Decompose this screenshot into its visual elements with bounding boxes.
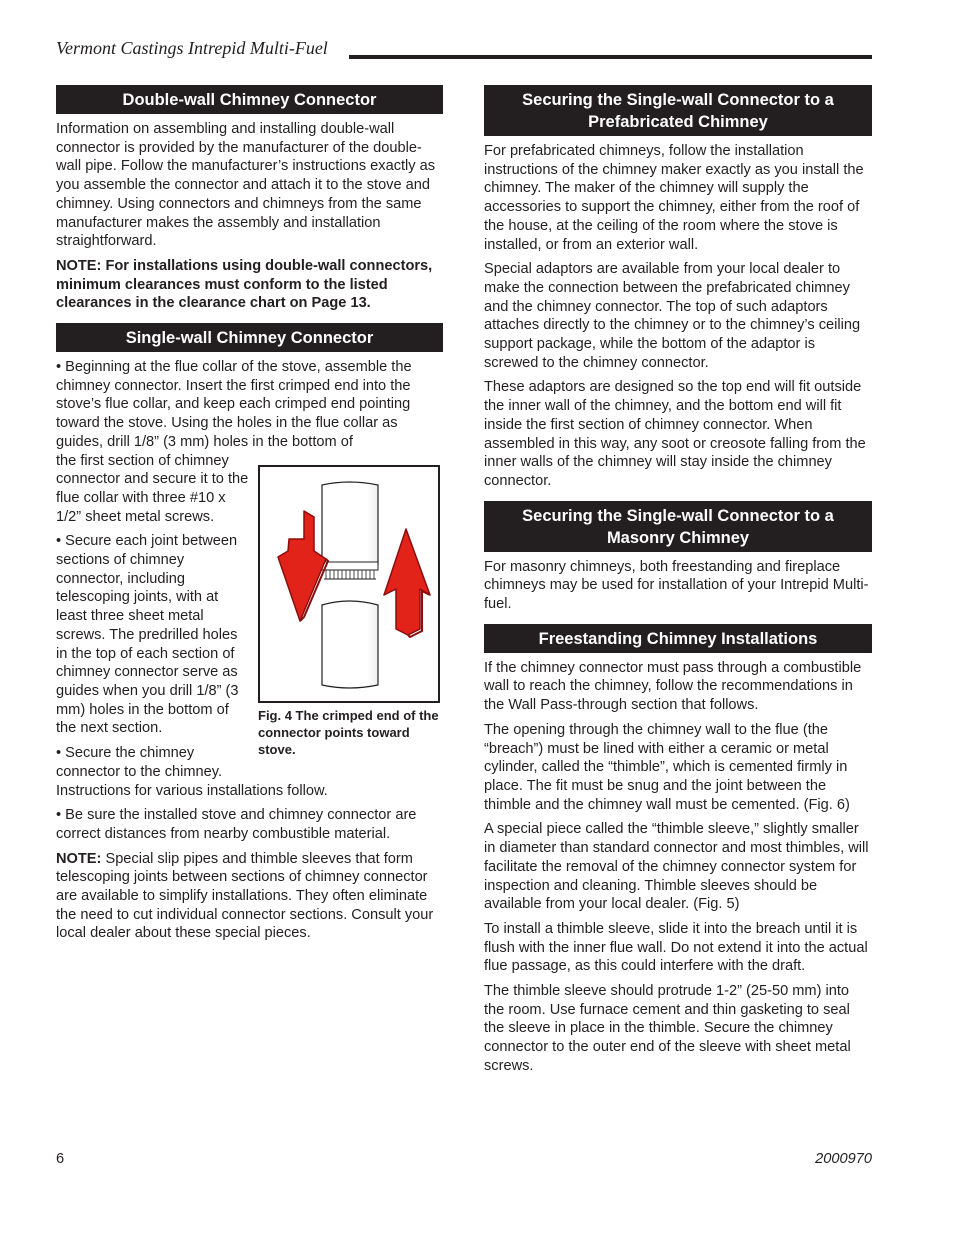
- arrow-up-icon: [384, 529, 430, 635]
- single-wall-bullet-4: • Be sure the installed stove and chimney connector are correct distances from nearby combustible material.: [56, 807, 417, 842]
- single-wall-bullet-1b: the first section of chimney connector and secure it to the flue collar with three #10 x 1/2” sheet metal screws.: [56, 452, 249, 525]
- prefab-paragraph-3: These adaptors are designed so the top end will fit outside the inner wall of the chimney, and the bottom end will fit inside the first section of chimney connector. When assembled in this way, any soot or creosote falling from the inner walls of the chimney will stay inside the chimney connector.: [484, 379, 866, 489]
- section-heading-double-wall: Double-wall Chimney Connector: [56, 85, 443, 114]
- freestanding-paragraph-3: A special piece called the “thimble sleeve,” slightly smaller in diameter than standard connector and most thimbles, will facilitate the removal of the chimney connector system for inspection and cleaning. Thimble sleeves should be available from your local dealer. (Fig. 5): [484, 821, 869, 913]
- section-heading-freestanding: Freestanding Chimney Installations: [484, 624, 872, 653]
- section-heading-masonry: Securing the Single-wall Connector to a Masonry Chimney: [484, 501, 872, 552]
- document-number: 2000970: [815, 1151, 872, 1167]
- single-wall-note: [56, 850, 443, 944]
- prefab-paragraph-2: Special adaptors are available from your local dealer to make the connection between the prefabricated chimney and the chimney connector. The top of such adaptors attaches directly to the chimney or to the chimney’s ceiling support package, while the bottom of the adaptor is screwed to the chimney connector.: [484, 261, 861, 371]
- single-wall-bullet-3a: • Secure the chimney connector to the chimney.: [56, 745, 223, 780]
- freestanding-paragraph-4: To install a thimble sleeve, slide it into the breach until it is flush with the inner flue wall. Do not extend it into the actual flue passage, as this could interfere with the draft.: [484, 920, 868, 975]
- upper-pipe-section: [322, 482, 378, 565]
- note-text: Special slip pipes and thimble sleeves that form telescoping joints between sections of chimney connector are available to simplify installations. They often eliminate the need to cut individual connector sections. Consult your local dealer about these special pieces.: [56, 850, 434, 942]
- freestanding-paragraph-1: If the chimney connector must pass through a combustible wall to reach the chimney, follow the recommendations in the Wall Pass-through section that follows.: [484, 659, 862, 714]
- note-label: NOTE:: [56, 850, 102, 867]
- freestanding-paragraph-2: The opening through the chimney wall to the flue (the “breach”) must be lined with either a ceramic or metal cylinder, called the “thimble”, which is cemented firmly in place. The fit must be snug and the joint between the thimble and the chimney wall must be cemented. (Fig. 6): [484, 721, 850, 813]
- double-wall-note: NOTE: For installations using double-wall connectors, minimum clearances must conform to the listed clearances in the clearance chart on Page 13.: [56, 257, 433, 312]
- header-rule: [349, 55, 872, 59]
- arrow-down-icon: [278, 511, 326, 621]
- figure-4-caption: Fig. 4 The crimped end of the connector points toward stove.: [258, 708, 439, 757]
- crimped-end: [322, 562, 378, 570]
- lower-pipe-section: [322, 601, 378, 688]
- freestanding-paragraph-5: The thimble sleeve should protrude 1-2” (25-50 mm) into the room. Use furnace cement and thin gasketing to seal the sleeve in place in the thimble. Secure the chimney connector to the outer end of the sleeve with sheet metal screws.: [484, 983, 851, 1074]
- section-heading-prefab: Securing the Single-wall Connector to a Prefabricated Chimney: [484, 85, 872, 136]
- prefab-paragraph-1: For prefabricated chimneys, follow the installation instructions of the chimney maker exactly as you install the chimney. The maker of the chimney will supply the accessories to support the chimney, either from the roof of the house, at the ceiling of the room where the stove is installed, or from an exterior wall.: [484, 143, 864, 253]
- page-header: [56, 38, 872, 62]
- figure-4-frame: [258, 465, 440, 703]
- section-heading-single-wall: Single-wall Chimney Connector: [56, 323, 443, 352]
- page-number: 6: [56, 1151, 65, 1167]
- single-wall-bullet-1a: • Beginning at the flue collar of the stove, assemble the chimney connector. Insert the first crimped end into the stove’s flue collar, and keep each crimped end pointing toward the stove. Using the holes in the flue collar as guides, drill 1/8” (3 mm) holes in the bottom of: [56, 359, 412, 450]
- single-wall-bullet-2: • Secure each joint between sections of chimney connector, including telescoping joints, with at least three sheet metal screws. The predrilled holes in the top of each section of chimney connector serve as guides when you drill 1/8” (3 mm) holes in the bottom of the next section.: [56, 533, 239, 737]
- single-wall-bullet-3b: Instructions for various installations follow.: [56, 782, 328, 799]
- figure-4: [258, 465, 439, 758]
- left-column: [56, 85, 443, 949]
- connector-illustration: [260, 467, 438, 701]
- crimp-lines: [326, 570, 374, 579]
- masonry-paragraph: For masonry chimneys, both freestanding and fireplace chimneys may be used for installation of your Intrepid Multi-fuel.: [484, 558, 869, 613]
- right-column: [484, 85, 872, 1082]
- document-title: Vermont Castings Intrepid Multi-Fuel: [56, 38, 328, 58]
- double-wall-paragraph: Information on assembling and installing double-wall connector is provided by the manufacturer of the double-wall pipe. Follow the manufacturer’s instructions exactly as you assemble the connector and attach it to the stove and chimney. Using connectors and chimneys from the same manufacturer makes the assembly and installation straightforward.: [56, 121, 436, 250]
